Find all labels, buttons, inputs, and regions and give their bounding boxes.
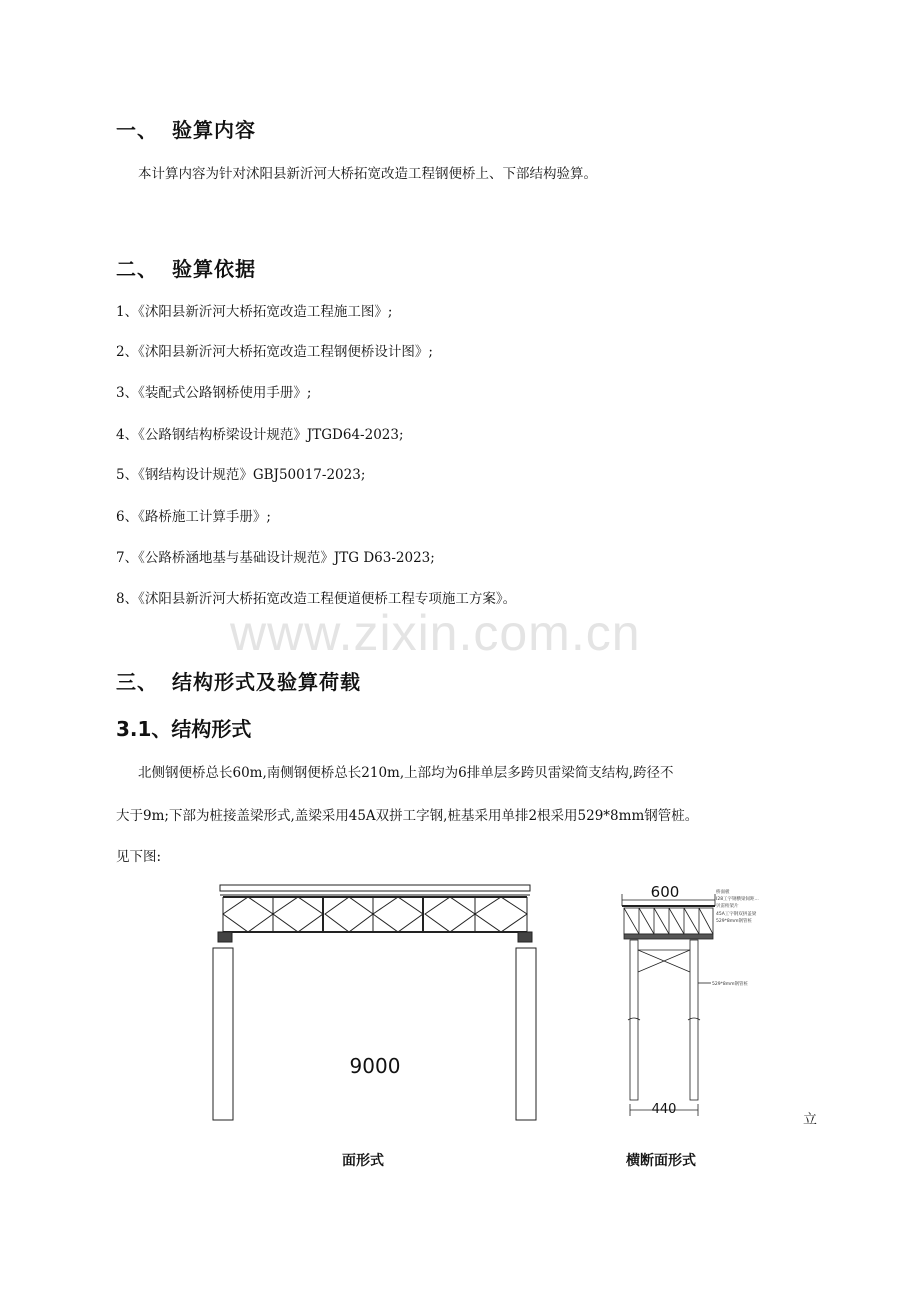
section-3-body-line-2: 大于9m;下部为桩接盖梁形式,盖梁采用45A双拼工字钢,桩基采用单排2根采用529*8mm钢管桩。 [116, 808, 699, 824]
bridge-cross-section-drawing [615, 880, 790, 1120]
section-3-body-line-3: 见下图: [116, 849, 162, 865]
bridge-elevation-drawing [205, 880, 545, 1125]
reference-item: 8、《沭阳县新沂河大桥拓宽改造工程便道便桥工程专项施工方案》。 [116, 591, 517, 607]
pile-note: 529*8mm钢管桩 [712, 982, 748, 987]
section-1-title: 验算内容 [172, 118, 256, 142]
cross-section-note: 529*8mm钢管桩 [716, 919, 752, 924]
reference-item: 5、《钢结构设计规范》GBJ50017-2023; [116, 467, 366, 483]
section-3-number: 三、 [116, 670, 158, 694]
section-2-title: 验算依据 [172, 257, 256, 281]
pile-spacing-dimension: 440 [651, 1102, 677, 1117]
cross-section-note: 贝雷桁架片 [716, 904, 739, 909]
reference-item: 3、《装配式公路钢桥使用手册》; [116, 385, 312, 401]
elevation-span-dimension: 9000 [349, 1054, 401, 1078]
reference-item: 6、《路桥施工计算手册》; [116, 509, 271, 525]
reference-item: 1、《沭阳县新沂河大桥拓宽改造工程施工图》; [116, 304, 393, 320]
stray-character: 立 [803, 1112, 817, 1128]
section-3-title: 结构形式及验算荷载 [172, 670, 361, 694]
section-1-heading [116, 114, 256, 143]
section-1-body: 本计算内容为针对沭阳县新沂河大桥拓宽改造工程钢便桥上、下部结构验算。 [138, 166, 597, 182]
watermark: www.zixin.com.cn [230, 605, 641, 661]
cross-section-note: I28工字钢横梁间距... [716, 897, 759, 902]
cross-section-caption: 横断面形式 [626, 1153, 696, 1169]
subsection-3-1-heading: 3.1、结构形式 [116, 717, 252, 741]
cross-section-width-dimension: 600 [650, 883, 680, 901]
reference-item: 7、《公路桥涵地基与基础设计规范》JTG D63-2023; [116, 550, 435, 566]
cross-section-note: 桥面板 [716, 890, 730, 895]
reference-item: 4、《公路钢结构桥梁设计规范》JTGD64-2023; [116, 427, 404, 443]
elevation-caption: 面形式 [342, 1153, 384, 1169]
reference-item: 2、《沭阳县新沂河大桥拓宽改造工程钢便桥设计图》; [116, 344, 433, 360]
section-3-body-line-1: 北侧钢便桥总长60m,南侧钢便桥总长210m,上部均为6排单层多跨贝雷梁简支结构,跨径不 [138, 765, 674, 781]
section-2-number: 二、 [116, 257, 158, 281]
section-2-heading [116, 253, 256, 282]
cross-section-note: 45A工字钢双拼盖梁 [716, 912, 757, 917]
section-1-number: 一、 [116, 118, 158, 142]
section-3-heading [116, 666, 361, 695]
